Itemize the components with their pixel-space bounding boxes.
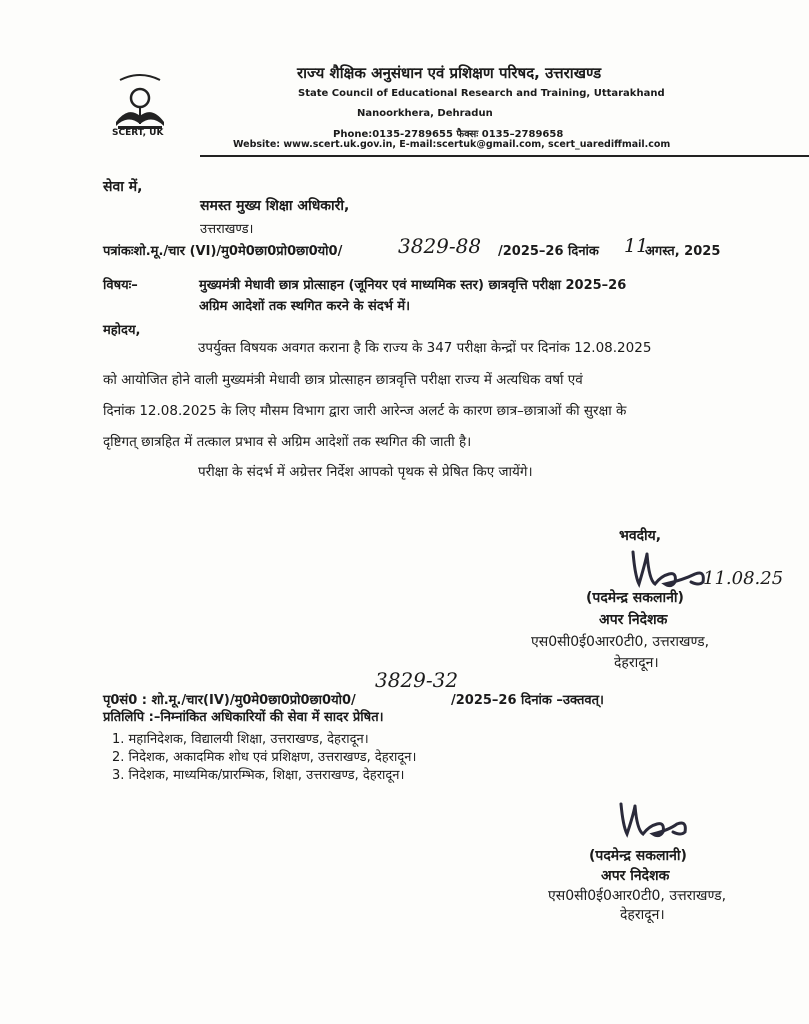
subject-label: विषयः–	[103, 278, 138, 293]
salutation-to: सेवा में,	[103, 179, 143, 195]
org-name-english: State Council of Educational Research and Training, Uttarakhand	[298, 88, 665, 99]
recipient-item: 1. महानिदेशक, विद्यालयी शिक्षा, उत्तराखण्ड, देहरादून।	[112, 732, 369, 747]
endorsement-ref-suffix: /2025–26 दिनांक –उक्तवत्।	[451, 693, 604, 708]
body-para-1-line-3: दिनांक 12.08.2025 के लिए मौसम विभाग द्वारा जारी आरेन्ज अलर्ट के कारण छात्र–छात्राओं की सुरक्षा के	[103, 403, 627, 419]
signer-title: अपर निदेशक	[599, 612, 668, 628]
closing: भवदीय,	[619, 528, 662, 544]
copy-intro: प्रतिलिपि :–निम्नांकित अधिकारियों की सेवा में सादर प्रेषित।	[103, 710, 384, 725]
endorsement-signer-title: अपर निदेशक	[601, 868, 670, 884]
letter-ref-prefix: पत्रांकःशो.मू./चार (VI)/मु0मे0छा0प्रो0छा0यो0/	[103, 244, 343, 259]
recipient-item: 2. निदेशक, अकादमिक शोध एवं प्रशिक्षण, उत्तराखण्ड, देहरादून।	[112, 750, 417, 765]
org-website: Website: www.scert.uk.gov.in, E-mail:scertuk@gmail.com, scert_uarediffmail.com	[233, 139, 671, 150]
letter-ref-suffix: /2025–26 दिनांक	[498, 244, 599, 259]
addressee-state: उत्तराखण्ड।	[200, 222, 254, 237]
org-place: Nanoorkhera, Dehradun	[357, 108, 493, 119]
endorsement-ref-number-handwritten: 3829-32	[375, 668, 459, 692]
body-para-2: परीक्षा के संदर्भ में अग्रेत्तर निर्देश आपको पृथक से प्रेषित किए जायेंगे।	[198, 464, 533, 480]
org-name-hindi: राज्य शैक्षिक अनुसंधान एवं प्रशिक्षण परिषद, उत्तराखण्ड	[297, 64, 602, 82]
endorsement-signer-office: एस0सी0ई0आर0टी0, उत्तराखण्ड,	[548, 888, 727, 904]
body-para-1-line-2: को आयोजित होने वाली मुख्यमंत्री मेधावी छात्र प्रोत्साहन छात्रवृत्ति परीक्षा राज्य में अत्यधिक वर्षा एवं	[103, 372, 583, 388]
letter-ref-number-handwritten: 3829-88	[398, 234, 482, 258]
signature-2-icon	[615, 800, 695, 844]
body-para-1-line-4: दृष्टिगत् छात्रहित में तत्काल प्रभाव से अग्रिम आदेशों तक स्थगित की जाती है।	[103, 434, 472, 450]
signer-office: एस0सी0ई0आर0टी0, उत्तराखण्ड,	[531, 634, 710, 650]
signature-date-handwritten: 11.08.25	[703, 568, 784, 589]
endorsement-signer-city: देहरादून।	[620, 907, 665, 923]
recipient-item: 3. निदेशक, माध्यमिक/प्रारम्भिक, शिक्षा, उत्तराखण्ड, देहरादून।	[112, 768, 405, 783]
signer-name: (पदमेन्द्र सकलानी)	[586, 590, 684, 606]
org-phone: Phone:0135-2789655 फैक्सः 0135–2789658	[333, 129, 564, 140]
subject-line-1: मुख्यमंत्री मेधावी छात्र प्रोत्साहन (जूनियर एवं माध्यमिक स्तर) छात्रवृत्ति परीक्षा 2025–26	[199, 278, 627, 293]
header-divider	[200, 155, 809, 157]
endorsement-ref-prefix: पृ0सं0 : शो.मू./चार(IV)/मु0मे0छा0प्रो0छा0यो0/	[103, 693, 356, 708]
logo-text: SCERT, UK	[112, 128, 164, 138]
signer-city: देहरादून।	[614, 655, 659, 671]
subject-line-2: अग्रिम आदेशों तक स्थगित करने के संदर्भ में।	[199, 299, 411, 314]
addressee: समस्त मुख्य शिक्षा अधिकारी,	[200, 198, 350, 214]
body-para-1-line-1: उपर्युक्त विषयक अवगत कराना है कि राज्य के 347 परीक्षा केन्द्रों पर दिनांक 12.08.2025	[198, 340, 652, 356]
letter-ref-day-handwritten: 11	[624, 235, 649, 257]
letter-ref-month-year: अगस्त, 2025	[645, 244, 721, 259]
endorsement-signer-name: (पदमेन्द्र सकलानी)	[589, 848, 687, 864]
greeting: महोदय,	[103, 323, 141, 338]
